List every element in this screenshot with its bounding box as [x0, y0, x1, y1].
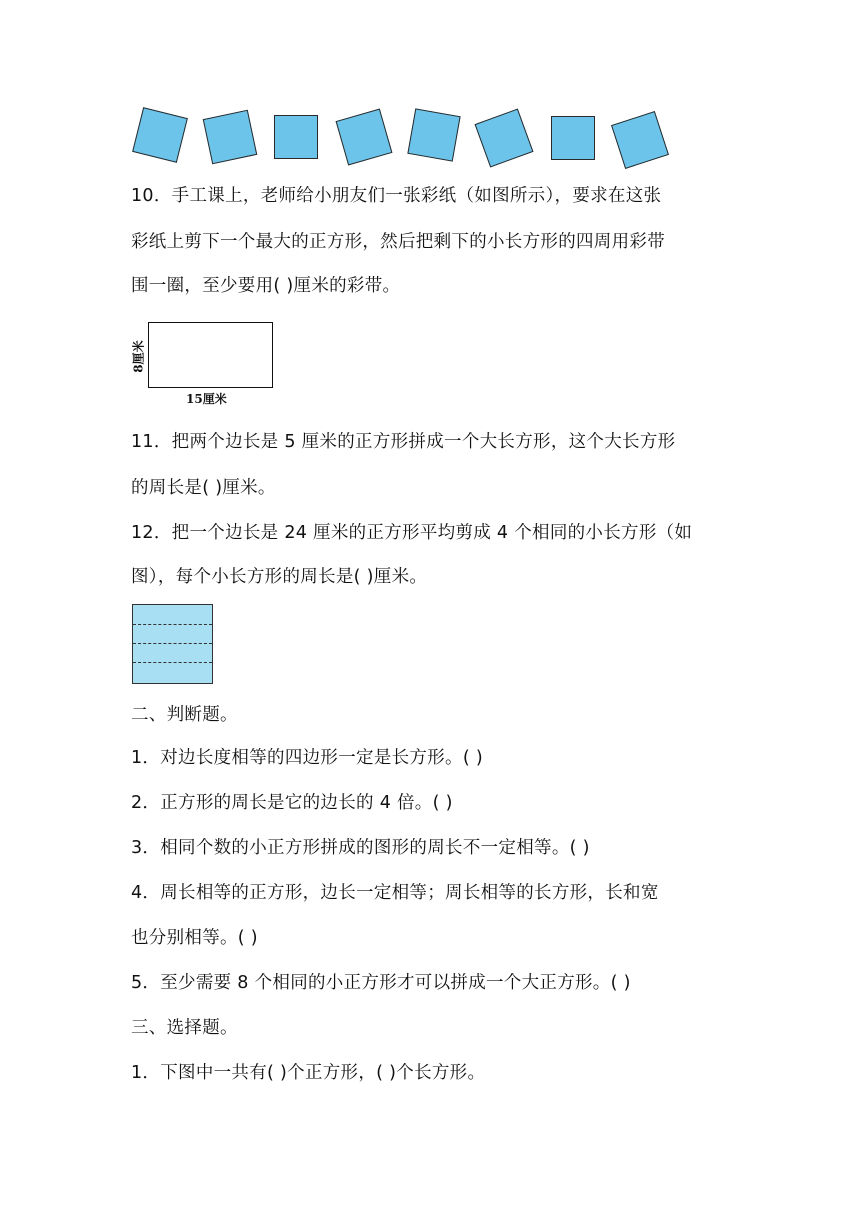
judgment-item: 3．相同个数的小正方形拼成的图形的周长不一定相等。( ) — [131, 838, 590, 858]
tilted-square — [203, 110, 258, 165]
q11-line-1: 11．把两个边长是 5 厘米的正方形拼成一个大长方形，这个大长方形 — [131, 432, 676, 452]
q12-line-2: 图），每个小长方形的周长是( )厘米。 — [131, 567, 428, 587]
cut-line — [133, 624, 212, 625]
judgment-item: 1．对边长度相等的四边形一定是长方形。( ) — [131, 748, 483, 768]
judgment-item: 4．周长相等的正方形，边长一定相等；周长相等的长方形，长和宽 — [131, 883, 659, 903]
q12-line-1: 12．把一个边长是 24 厘米的正方形平均剪成 4 个相同的小长方形（如 — [131, 523, 693, 543]
judgment-item-continued: 也分别相等。( ) — [131, 928, 258, 948]
cut-square-figure — [132, 604, 213, 684]
tilted-square — [274, 115, 318, 159]
cut-line — [133, 662, 212, 663]
cut-line — [133, 643, 212, 644]
q10-line-1: 10．手工课上，老师给小朋友们一张彩纸（如图所示），要求在这张 — [131, 186, 662, 206]
tilted-square — [336, 109, 393, 166]
q10-line-2: 彩纸上剪下一个最大的正方形，然后把剩下的小长方形的四周用彩带 — [131, 232, 665, 252]
tilted-square — [407, 108, 460, 161]
section-2-heading: 二、判断题。 — [131, 705, 238, 725]
rect-height-label: 8厘米 — [131, 340, 146, 373]
q11-line-2: 的周长是( )厘米。 — [131, 478, 276, 498]
section-3-heading: 三、选择题。 — [131, 1018, 238, 1038]
paper-rectangle-figure — [148, 322, 273, 388]
choice-item: 1．下图中一共有( )个正方形，( )个长方形。 — [131, 1063, 486, 1083]
tilted-square — [551, 116, 595, 160]
tilted-square — [132, 107, 188, 163]
q10-line-3: 围一圈，至少要用( )厘米的彩带。 — [131, 276, 401, 296]
rect-width-label: 15厘米 — [186, 392, 227, 406]
tilted-square — [475, 109, 534, 168]
tilted-square — [611, 111, 669, 169]
judgment-item: 2．正方形的周长是它的边长的 4 倍。( ) — [131, 793, 453, 813]
judgment-item: 5．至少需要 8 个相同的小正方形才可以拼成一个大正方形。( ) — [131, 973, 631, 993]
